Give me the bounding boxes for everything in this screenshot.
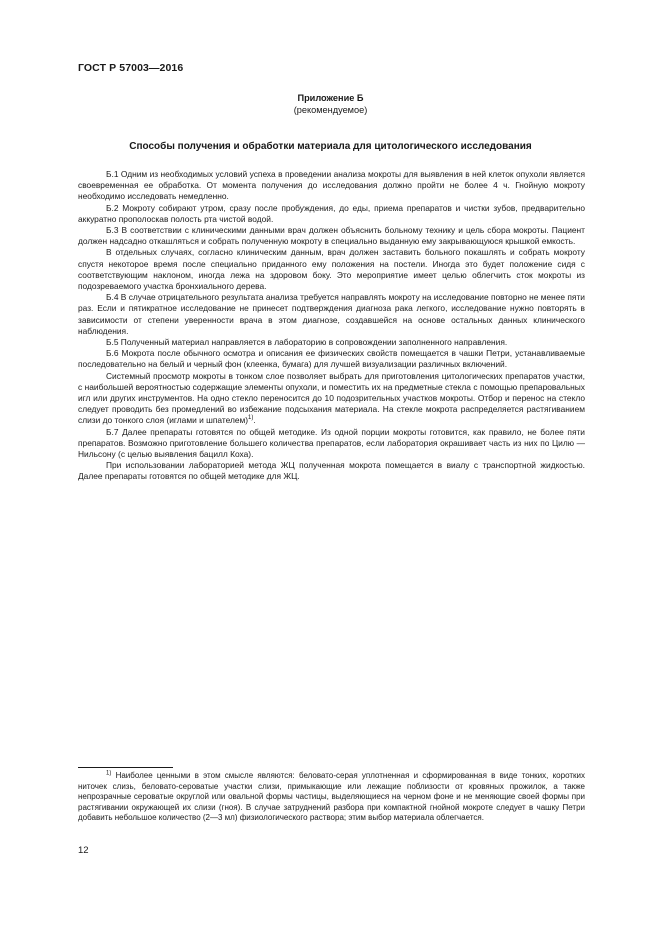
paragraph: Б.7 Далее препараты готовятся по общей методике. Из одной порции мокроты готовится, как правило, не более пяти препаратов. Возможно приготовление большего количества препаратов, если лаборатория окрашивает часть из них по Цилю — Нильсону (с целью выявления бацилл Коха). — [78, 426, 585, 460]
document-code: ГОСТ Р 57003—2016 — [78, 62, 184, 74]
footnote-text: Наиболее ценными в этом смысле являются: беловато-серая уплотненная и сформированная в виде тонких, коротких ниточек слизь, беловато-сероватые участки слизи, примыкающие или лежащие поблизости от кровяных прожилок, а также непрозрачные сероватые округлой или овальной формы частицы, выделяющиеся на черном фоне и не меняющие своей формы при растягивании окружающей их слизи (гноя). В случае затруднений разбора при компактной гнойной мокроте следует в чашку Петри добавить небольшое количество (2—3 мл) физиологического раствора; этим выбор материала облегчается. — [78, 771, 585, 823]
appendix-subtitle: (рекомендуемое) — [293, 105, 368, 115]
appendix-heading — [78, 92, 583, 116]
footnote-reference: 1) — [248, 415, 254, 422]
body-text — [78, 169, 585, 483]
footnote — [78, 771, 585, 824]
paragraph: Б.4 В случае отрицательного результата анализа требуется направлять мокроту на исследование повторно не менее пяти раз. Если и пятикратное исследование не принесет подтверждения диагноза рака легкого, исследование нужно повторять в зависимости от степени уверенности врача в этом диагнозе, создавшейся на основе остальных данных клинического наблюдения. — [78, 292, 585, 336]
footnote-marker: 1) — [106, 770, 112, 777]
footnote-divider — [78, 767, 173, 768]
paragraph-with-footnote — [78, 371, 585, 427]
page-number: 12 — [78, 845, 89, 856]
paragraph-end: . — [253, 415, 256, 426]
section-title: Способы получения и обработки материала для цитологического исследования — [129, 141, 532, 152]
paragraph: Б.6 Мокрота после обычного осмотра и описания ее физических свойств помещается в чашки Петри, устанавливаемые последовательно на белый и черный фон (клеенка, бумага) для лучшей визуализации различных включений. — [78, 348, 585, 370]
paragraph: Б.3 В соответствии с клиническими данными врач должен объяснить больному технику и цель сбора мокроты. Пациент должен надсадно откашляться и собрать полученную мокроту в специально выданную ему закрывающуюся крышкой емкость. — [78, 225, 585, 247]
paragraph-text: Системный просмотр мокроты в тонком слое позволяет выбрать для приготовления цитологических препаратов участки, с наибольшей вероятностью содержащие элементы опухоли, и поместить их на предметные стекла с помощью препаровальных игл или других инструментов. На одно стекло переносится до 10 подозрительных участков мокроты. Отбор и перенос на стекло следует проводить без промедлений во избежание подсыхания материала. На стекле мокрота распределяется растягиванием слизи до тонкого слоя (иглами и шпателем) — [78, 370, 585, 426]
paragraph: Б.2 Мокроту собирают утром, сразу после пробуждения, до еды, приема препаратов и чистки зубов, предварительно аккуратно прополоскав полость рта чистой водой. — [78, 202, 585, 224]
appendix-title: Приложение Б — [297, 93, 364, 103]
paragraph: В отдельных случаях, согласно клиническим данным, врач должен заставить больного покашлять и собрать мокроту спустя некоторое время после специально приданного ему положения на постели. Иногда это будет положение сидя с соответствующим наклоном, иногда лежа на здоровом боку. Это мероприятие имеет целью облегчить сток мокроты из подозреваемого участка бронхиального дерева. — [78, 247, 585, 292]
paragraph: Б.1 Одним из необходимых условий успеха в проведении анализа мокроты для выявления в ней клеток опухоли является своевременная ее обработка. От момента получения до исследования должно пройти не более 4 ч. Гнойную мокроту необходимо исследовать немедленно. — [78, 169, 585, 202]
paragraph: Б.5 Полученный материал направляется в лабораторию в сопровождении заполненного направления. — [106, 337, 508, 348]
paragraph: При использовании лабораторией метода ЖЦ полученная мокрота помещается в виалу с транспортной жидкостью. Далее препараты готовятся по общей методике для ЖЦ. — [78, 460, 585, 482]
